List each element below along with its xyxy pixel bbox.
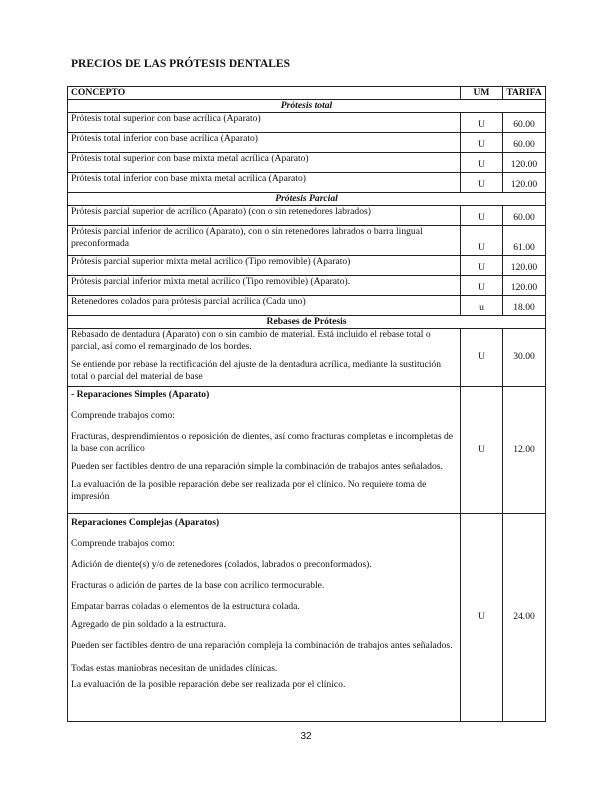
cell-um: U bbox=[461, 226, 503, 256]
section-title-total: Prótesis total bbox=[68, 100, 546, 113]
complejas-text-6: Pueden ser factibles dentro de una reparación compleja la combinación de trabajos antes señalados. bbox=[71, 640, 453, 651]
complejas-text-5: Agregado de pin soldado a la estructura. bbox=[71, 619, 226, 630]
table-row bbox=[68, 296, 546, 316]
simples-text-2: Fracturas, desprendimientos o reposición de dientes, así como fracturas completas e incompletas de la base con acrílico bbox=[71, 431, 454, 454]
cell-tarifa: 61.00 bbox=[503, 226, 546, 256]
cell-concepto: Prótesis parcial inferior de acrílico (Aparato), con o sin retenedores labrados o barra lingual preconformada bbox=[68, 226, 461, 256]
rebase-text-2: Se entiende por rebase la rectificación del ajuste de la dentadura acrílica, mediante la sustitución total o parcial del material de base bbox=[71, 359, 441, 382]
cell-concepto: Prótesis total superior con base acrílica (Aparato) bbox=[68, 113, 461, 133]
simples-text-1: Comprende trabajos como: bbox=[71, 410, 175, 421]
complejas-text-8: La evaluación de la posible reparación debe ser realizada por el clínico. bbox=[71, 679, 346, 690]
cell-tarifa: 120.00 bbox=[503, 173, 546, 193]
cell-um: U bbox=[461, 514, 503, 722]
table-row bbox=[68, 153, 546, 173]
cell-um: U bbox=[461, 329, 503, 387]
section-title-parcial: Prótesis Parcial bbox=[68, 193, 546, 206]
cell-concepto: Prótesis total inferior con base acrílica (Aparato) bbox=[68, 133, 461, 153]
table-row-rebase bbox=[68, 329, 546, 387]
table-row bbox=[68, 276, 546, 296]
table-row-simples bbox=[68, 387, 546, 514]
cell-um: U bbox=[461, 256, 503, 276]
complejas-text-3: Fracturas o adición de partes de la base con acrílico termocurable. bbox=[71, 580, 325, 591]
cell-concepto: Prótesis total inferior con base mixta metal acrílica (Aparato) bbox=[68, 173, 461, 193]
table-row bbox=[68, 226, 546, 256]
complejas-text-7: Todas estas maniobras necesitan de unidades clínicas. bbox=[71, 663, 278, 674]
table-row bbox=[68, 133, 546, 153]
cell-tarifa: 60.00 bbox=[503, 206, 546, 226]
cell-um: U bbox=[461, 206, 503, 226]
page-number: 32 bbox=[300, 731, 312, 742]
table-header-row bbox=[68, 87, 546, 100]
cell-concepto: Prótesis parcial inferior mixta metal acrílico (Tipo removible) (Aparato). bbox=[68, 276, 461, 296]
cell-um: u bbox=[461, 296, 503, 316]
header-um: UM bbox=[461, 87, 503, 100]
cell-um: U bbox=[461, 387, 503, 514]
cell-tarifa: 24.00 bbox=[503, 514, 546, 722]
cell-um: U bbox=[461, 173, 503, 193]
cell-concepto: Prótesis total superior con base mixta metal acrílica (Aparato) bbox=[68, 153, 461, 173]
complejas-text-4: Empatar barras coladas o elementos de la estructura colada. bbox=[71, 601, 300, 612]
document-title: PRECIOS DE LAS PRÓTESIS DENTALES bbox=[71, 58, 290, 70]
cell-tarifa: 12.00 bbox=[503, 387, 546, 514]
cell-tarifa: 60.00 bbox=[503, 113, 546, 133]
cell-um: U bbox=[461, 276, 503, 296]
cell-concepto-rebase bbox=[68, 329, 461, 387]
simples-text-4: La evaluación de la posible reparación debe ser realizada por el clínico. No requiere toma de impresión bbox=[71, 479, 427, 502]
section-title-rebases: Rebases de Prótesis bbox=[68, 316, 546, 329]
table-row bbox=[68, 256, 546, 276]
cell-tarifa: 60.00 bbox=[503, 133, 546, 153]
header-tarifa: TARIFA bbox=[503, 87, 546, 100]
cell-tarifa: 120.00 bbox=[503, 276, 546, 296]
cell-um: U bbox=[461, 133, 503, 153]
table-row-complejas bbox=[68, 514, 546, 722]
complejas-text-1: Comprende trabajos como: bbox=[71, 538, 175, 549]
cell-tarifa: 18.00 bbox=[503, 296, 546, 316]
cell-concepto-complejas bbox=[68, 514, 461, 722]
table-row bbox=[68, 206, 546, 226]
section-row-rebases bbox=[68, 316, 546, 329]
section-row-total bbox=[68, 100, 546, 113]
cell-concepto: Prótesis parcial superior mixta metal acrílico (Tipo removible) (Aparato) bbox=[68, 256, 461, 276]
table-row bbox=[68, 113, 546, 133]
cell-um: U bbox=[461, 153, 503, 173]
cell-tarifa: 120.00 bbox=[503, 256, 546, 276]
header-concepto: CONCEPTO bbox=[68, 87, 461, 100]
cell-concepto: Prótesis parcial superior de acrílico (Aparato) (con o sin retenedores labrados) bbox=[68, 206, 461, 226]
cell-concepto: Retenedores colados para prótesis parcial acrílica (Cada uno) bbox=[68, 296, 461, 316]
cell-tarifa: 30.00 bbox=[503, 329, 546, 387]
cell-tarifa: 120.00 bbox=[503, 153, 546, 173]
simples-heading: - Reparaciones Simples (Aparato) bbox=[71, 389, 210, 400]
rebase-text-1: Rebasado de dentadura (Aparato) con o sin cambio de material. Está incluido el rebase total o parcial, así como el remarginado de los bordes. bbox=[71, 329, 431, 352]
complejas-text-2: Adición de diente(s) y/o de retenedores (colados, labrados o preconformados). bbox=[71, 559, 372, 570]
price-table bbox=[67, 86, 546, 722]
cell-concepto-simples bbox=[68, 387, 461, 514]
section-row-parcial bbox=[68, 193, 546, 206]
cell-um: U bbox=[461, 113, 503, 133]
complejas-heading: Reparaciones Complejas (Aparatos) bbox=[71, 517, 220, 528]
table-row bbox=[68, 173, 546, 193]
simples-text-3: Pueden ser factibles dentro de una reparación simple la combinación de trabajos antes señalados. bbox=[71, 461, 443, 472]
